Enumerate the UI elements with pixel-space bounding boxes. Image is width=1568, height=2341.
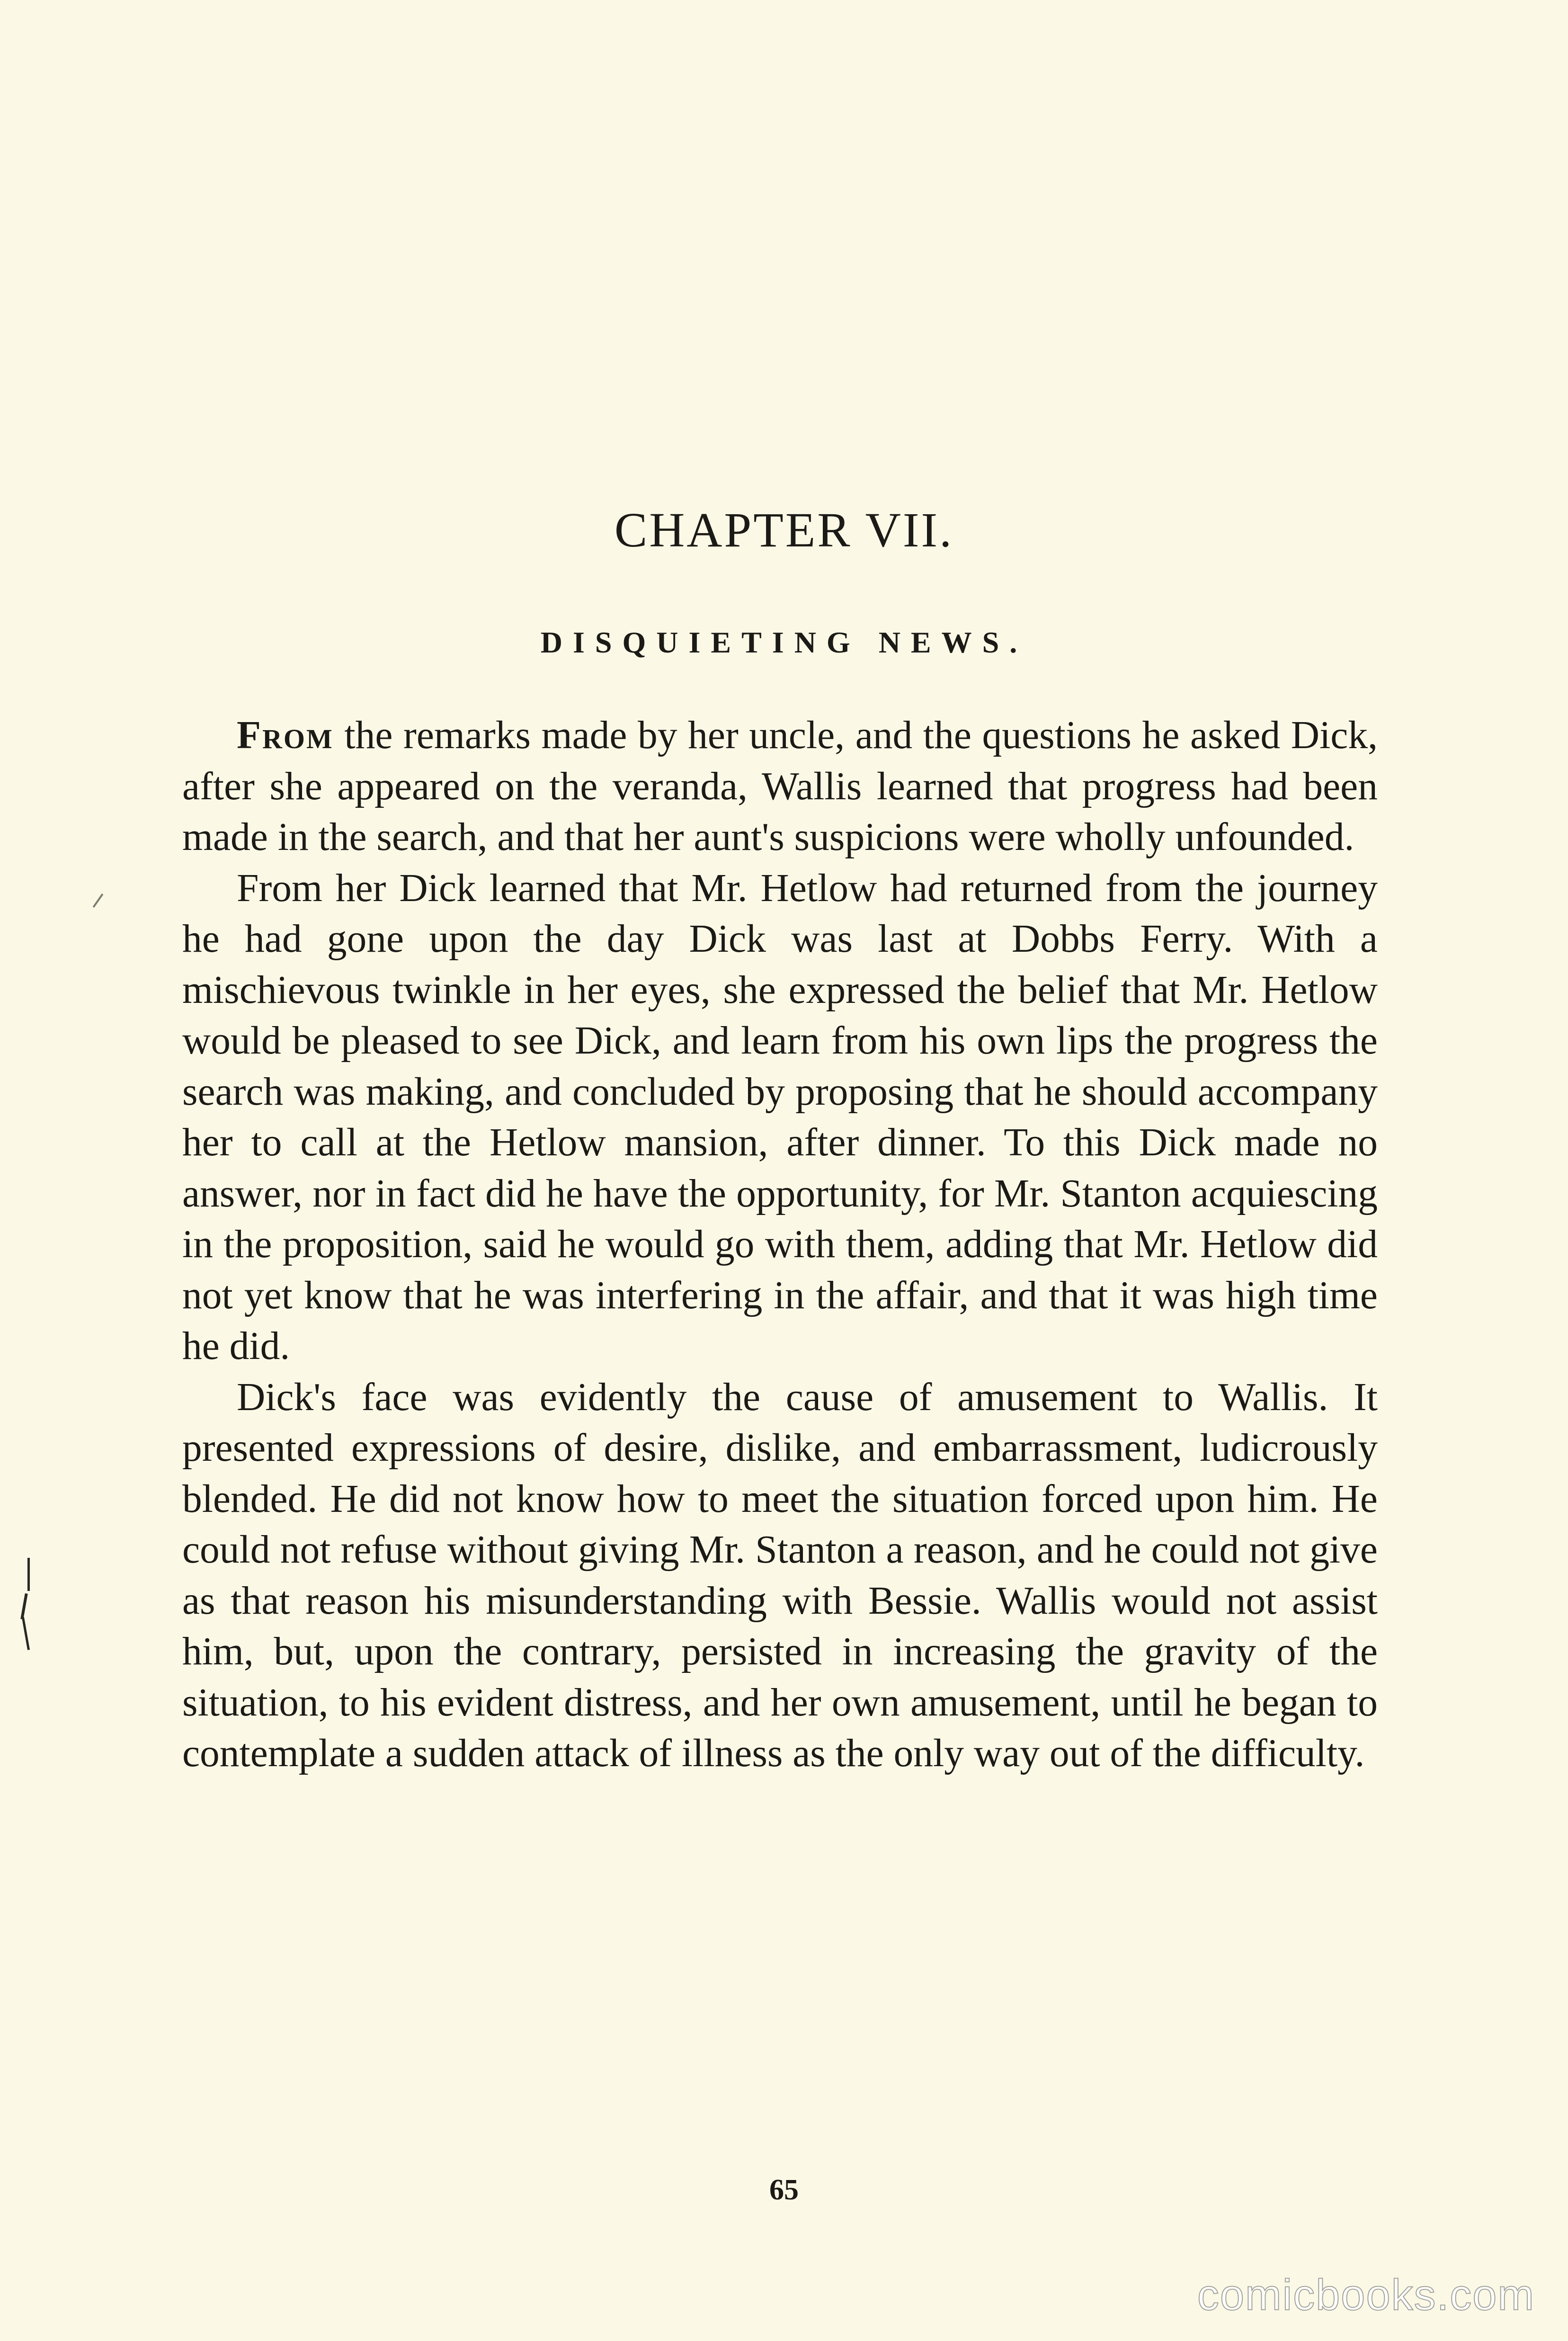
margin-pencil-mark	[93, 894, 104, 908]
chapter-subtitle: DISQUIETING NEWS.	[540, 625, 1028, 659]
chapter-body	[182, 710, 1378, 1779]
margin-bracket-mark-middle	[20, 1593, 27, 1619]
paragraph-lead-word: From	[237, 714, 334, 757]
paragraph-1	[182, 710, 1378, 863]
paragraph-1-text: the remarks made by her uncle, and the questions he asked Dick, after she appeared on the veranda, Wallis learned that progress had been made in the search, and that her aunt's suspicions were wholly unfounded.	[182, 714, 1378, 859]
watermark-text: comicbooks.com	[1197, 2271, 1535, 2319]
page-number: 65	[769, 2174, 799, 2206]
paragraph-3: Dick's face was evidently the cause of amusement to Wallis. It presented expressions of desire, dislike, and embarrassment, ludicrously blended. He did not know how to meet the situation forced upon him. He could not refuse without giving Mr. Stanton a reason, and he could not give as that reason his misunderstanding with Bessie. Wallis would not assist him, but, upon the contrary, persisted in increasing the gravity of the situation, to his evident distress, and her own amusement, until he began to contemplate a sudden attack of illness as the only way out of the difficulty.	[182, 1375, 1378, 1775]
margin-bracket-mark-bottom	[22, 1617, 30, 1650]
margin-bracket-mark-top	[27, 1558, 30, 1591]
paragraph-2: From her Dick learned that Mr. Hetlow had returned from the journey he had gone upon the day Dick was last at Dobbs Ferry. With a mischievous twinkle in her eyes, she expressed the belief that Mr. Hetlow would be pleased to see Dick, and learn from his own lips the progress the search was making, and concluded by proposing that he should accompany her to call at the Hetlow mansion, after dinner. To this Dick made no answer, nor in fact did he have the opportunity, for Mr. Stanton acquiescing in the proposition, said he would go with them, adding that Mr. Hetlow did not yet know that he was interfering in the affair, and that it was high time he did.	[182, 866, 1378, 1368]
chapter-title: CHAPTER VII.	[614, 503, 954, 557]
